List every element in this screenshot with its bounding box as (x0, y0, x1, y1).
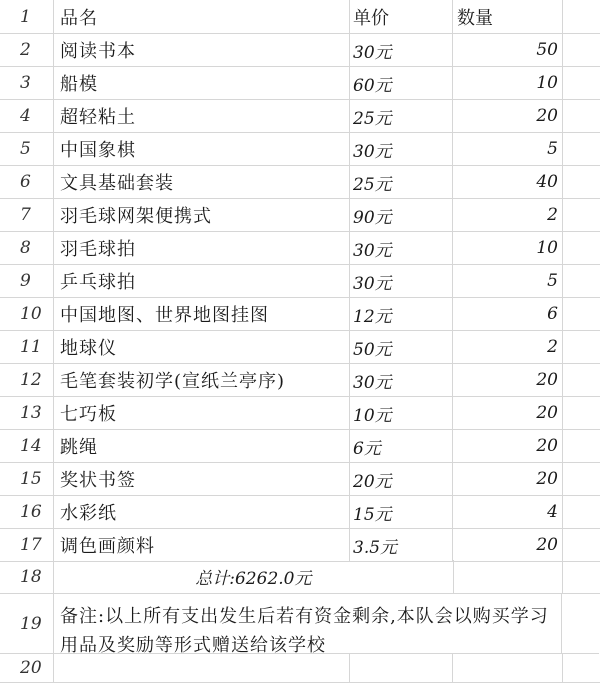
empty-cell[interactable] (54, 654, 350, 683)
item-qty-cell[interactable]: 10 (453, 67, 563, 100)
table-row (0, 100, 600, 133)
item-price-cell[interactable]: 25元 (350, 166, 453, 199)
item-qty-cell[interactable]: 20 (453, 100, 563, 133)
item-price-cell[interactable]: 50元 (350, 331, 453, 364)
row-number[interactable]: 4 (0, 100, 54, 133)
empty-cell[interactable] (563, 166, 600, 199)
item-name-cell[interactable]: 羽毛球网架便携式 (54, 199, 350, 232)
item-price-cell[interactable]: 12元 (350, 298, 453, 331)
table-row (0, 463, 600, 496)
row-number[interactable]: 13 (0, 397, 54, 430)
row-number[interactable]: 18 (0, 560, 54, 594)
header-price-cell[interactable]: 单价 (350, 0, 453, 34)
item-price-cell[interactable]: 6元 (350, 430, 453, 463)
table-row (0, 529, 600, 562)
table-row (0, 133, 600, 166)
item-name-cell[interactable]: 船模 (54, 67, 350, 100)
item-price-cell[interactable]: 10元 (350, 397, 453, 430)
empty-cell[interactable] (563, 331, 600, 364)
table-row (0, 496, 600, 529)
empty-cell[interactable] (563, 463, 600, 496)
item-qty-cell[interactable]: 2 (453, 199, 563, 232)
item-name-cell[interactable]: 中国象棋 (54, 133, 350, 166)
row-number[interactable]: 6 (0, 166, 54, 199)
empty-cell[interactable] (563, 654, 600, 683)
item-price-cell[interactable]: 30元 (350, 364, 453, 397)
header-name-cell[interactable]: 品名 (54, 0, 350, 34)
empty-cell[interactable] (563, 397, 600, 430)
item-price-cell[interactable]: 15元 (350, 496, 453, 529)
item-qty-cell[interactable]: 10 (453, 232, 563, 265)
item-qty-cell[interactable]: 20 (453, 430, 563, 463)
item-name-cell[interactable]: 跳绳 (54, 430, 350, 463)
row-number[interactable]: 5 (0, 133, 54, 166)
empty-cell[interactable] (454, 560, 563, 594)
empty-cell[interactable] (563, 232, 600, 265)
table-row (0, 397, 600, 430)
row-number[interactable]: 15 (0, 463, 54, 496)
item-qty-cell[interactable]: 20 (453, 529, 563, 562)
empty-cell[interactable] (562, 594, 599, 654)
item-qty-cell[interactable]: 6 (453, 298, 563, 331)
item-price-cell[interactable]: 30元 (350, 265, 453, 298)
row-number[interactable]: 2 (0, 34, 54, 67)
table-row (0, 364, 600, 397)
empty-cell[interactable] (563, 100, 600, 133)
empty-cell[interactable] (563, 0, 600, 34)
item-name-cell[interactable]: 中国地图、世界地图挂图 (54, 298, 350, 331)
table-row (0, 67, 600, 100)
item-price-cell[interactable]: 90元 (350, 199, 453, 232)
empty-cell[interactable] (453, 654, 563, 683)
empty-cell[interactable] (563, 560, 600, 594)
item-qty-cell[interactable]: 20 (453, 463, 563, 496)
row-number[interactable]: 1 (0, 0, 54, 34)
item-name-cell[interactable]: 毛笔套装初学(宣纸兰亭序) (54, 364, 350, 397)
row-number[interactable]: 11 (0, 331, 54, 364)
item-name-cell[interactable]: 地球仪 (54, 331, 350, 364)
item-qty-cell[interactable]: 4 (453, 496, 563, 529)
row-number[interactable]: 19 (0, 594, 54, 654)
item-name-cell[interactable]: 水彩纸 (54, 496, 350, 529)
empty-cell[interactable] (563, 298, 600, 331)
table-row (0, 298, 600, 331)
table-row (0, 430, 600, 463)
item-price-cell[interactable]: 30元 (350, 232, 453, 265)
total-cell[interactable]: 总计:6262.0元 (54, 560, 454, 594)
table-row (0, 166, 600, 199)
item-name-cell[interactable]: 调色画颜料 (54, 529, 350, 562)
row-number[interactable]: 7 (0, 199, 54, 232)
empty-cell[interactable] (563, 265, 600, 298)
item-name-cell[interactable]: 七巧板 (54, 397, 350, 430)
item-name-cell[interactable]: 羽毛球拍 (54, 232, 350, 265)
item-price-cell[interactable]: 30元 (350, 133, 453, 166)
item-price-cell[interactable]: 60元 (350, 67, 453, 100)
row-number[interactable]: 12 (0, 364, 54, 397)
item-price-cell[interactable]: 3.5元 (350, 529, 453, 562)
empty-cell[interactable] (350, 654, 453, 683)
item-qty-cell[interactable]: 5 (453, 265, 563, 298)
row-number[interactable]: 3 (0, 67, 54, 100)
empty-row (0, 654, 600, 683)
row-number[interactable]: 9 (0, 265, 54, 298)
item-name-cell[interactable]: 乒乓球拍 (54, 265, 350, 298)
header-qty-cell[interactable]: 数量 (453, 0, 563, 34)
table-row (0, 232, 600, 265)
row-number[interactable]: 8 (0, 232, 54, 265)
empty-cell[interactable] (563, 133, 600, 166)
row-number[interactable]: 14 (0, 430, 54, 463)
empty-cell[interactable] (563, 430, 600, 463)
note-row (0, 594, 600, 654)
empty-cell[interactable] (563, 199, 600, 232)
row-number[interactable]: 16 (0, 496, 54, 529)
item-qty-cell[interactable]: 5 (453, 133, 563, 166)
table-row (0, 199, 600, 232)
table-row (0, 331, 600, 364)
table-row (0, 34, 600, 67)
item-price-cell[interactable]: 25元 (350, 100, 453, 133)
item-name-cell[interactable]: 超轻粘土 (54, 100, 350, 133)
item-qty-cell[interactable]: 20 (453, 364, 563, 397)
item-qty-cell[interactable]: 2 (453, 331, 563, 364)
empty-cell[interactable] (563, 67, 600, 100)
item-qty-cell[interactable]: 40 (453, 166, 563, 199)
row-number[interactable]: 17 (0, 529, 54, 562)
total-row (0, 560, 600, 594)
empty-cell[interactable] (563, 34, 600, 67)
item-name-cell[interactable]: 文具基础套装 (54, 166, 350, 199)
empty-cell[interactable] (563, 496, 600, 529)
item-name-cell[interactable]: 奖状书签 (54, 463, 350, 496)
empty-cell[interactable] (563, 364, 600, 397)
item-qty-cell[interactable]: 50 (453, 34, 563, 67)
empty-cell[interactable] (563, 529, 600, 562)
note-cell[interactable]: 备注:以上所有支出发生后若有资金剩余,本队会以购买学习用品及奖励等形式赠送给该学校 (54, 594, 562, 654)
item-name-cell[interactable]: 阅读书本 (54, 34, 350, 67)
header-row (0, 0, 600, 34)
item-qty-cell[interactable]: 20 (453, 397, 563, 430)
row-number[interactable]: 10 (0, 298, 54, 331)
row-number[interactable]: 20 (0, 654, 54, 683)
item-price-cell[interactable]: 20元 (350, 463, 453, 496)
item-price-cell[interactable]: 30元 (350, 34, 453, 67)
table-row (0, 265, 600, 298)
